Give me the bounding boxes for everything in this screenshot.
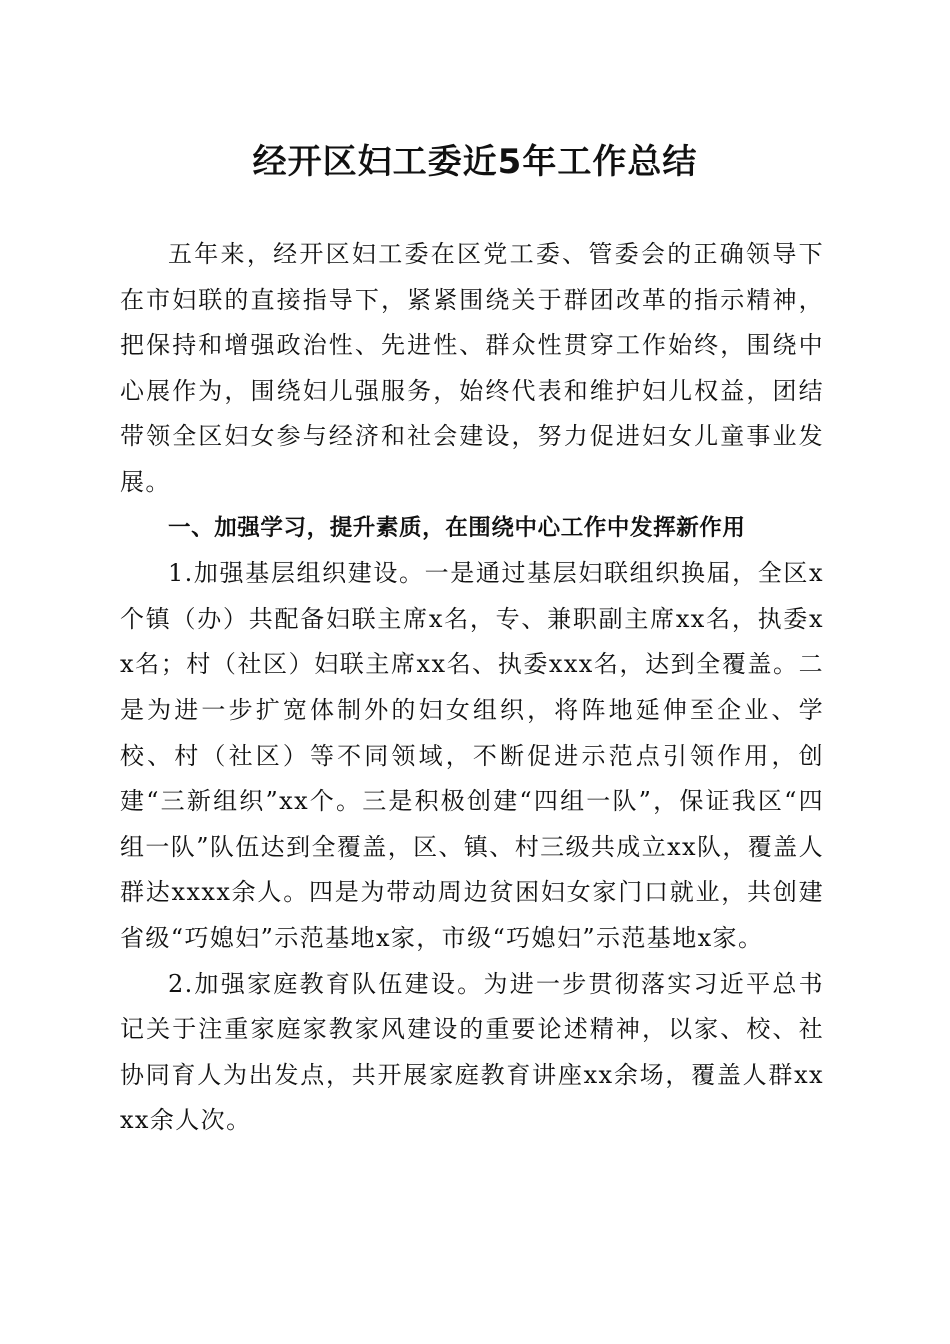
- intro-paragraph: 五年来，经开区妇工委在区党工委、管委会的正确领导下在市妇联的直接指导下，紧紧围绕关于群团改革的指示精神，把保持和增强政治性、先进性、群众性贯穿工作始终，围绕中心展作为，围绕妇儿强服务，始终代表和维护妇儿权益，团结带领全区妇女参与经济和社会建设，努力促进妇女儿童事业发展。: [120, 240, 824, 496]
- section-heading: 一、加强学习，提升素质，在围绕中心工作中发挥新作用: [168, 514, 746, 541]
- body-paragraph: 2.加强家庭教育队伍建设。为进一步贯彻落实习近平总书记关于注重家庭家教家风建设的重要论述精神，以家、校、社协同育人为出发点，共开展家庭教育讲座xx余场，覆盖人群xxxx余人次。: [120, 969, 824, 1135]
- document-title: 经开区妇工委近5年工作总结: [252, 142, 698, 182]
- document-body: [120, 232, 824, 1144]
- body-paragraph: 1.加强基层组织建设。一是通过基层妇联组织换届，全区x个镇（办）共配备妇联主席x名，专、兼职副主席xx名，执委xx名；村（社区）妇联主席xx名、执委xxx名，达到全覆盖。二是为进一步扩宽体制外的妇女组织，将阵地延伸至企业、学校、村（社区）等不同领域，不断促进示范点引领作用，创建“三新组织”xx个。三是积极创建“四组一队”，保证我区“四组一队”队伍达到全覆盖，区、镇、村三级共成立xx队，覆盖人群达xxxx余人。四是为带动周边贫困妇女家门口就业，共创建省级“巧媳妇”示范基地x家，市级“巧媳妇”示范基地x家。: [120, 559, 824, 952]
